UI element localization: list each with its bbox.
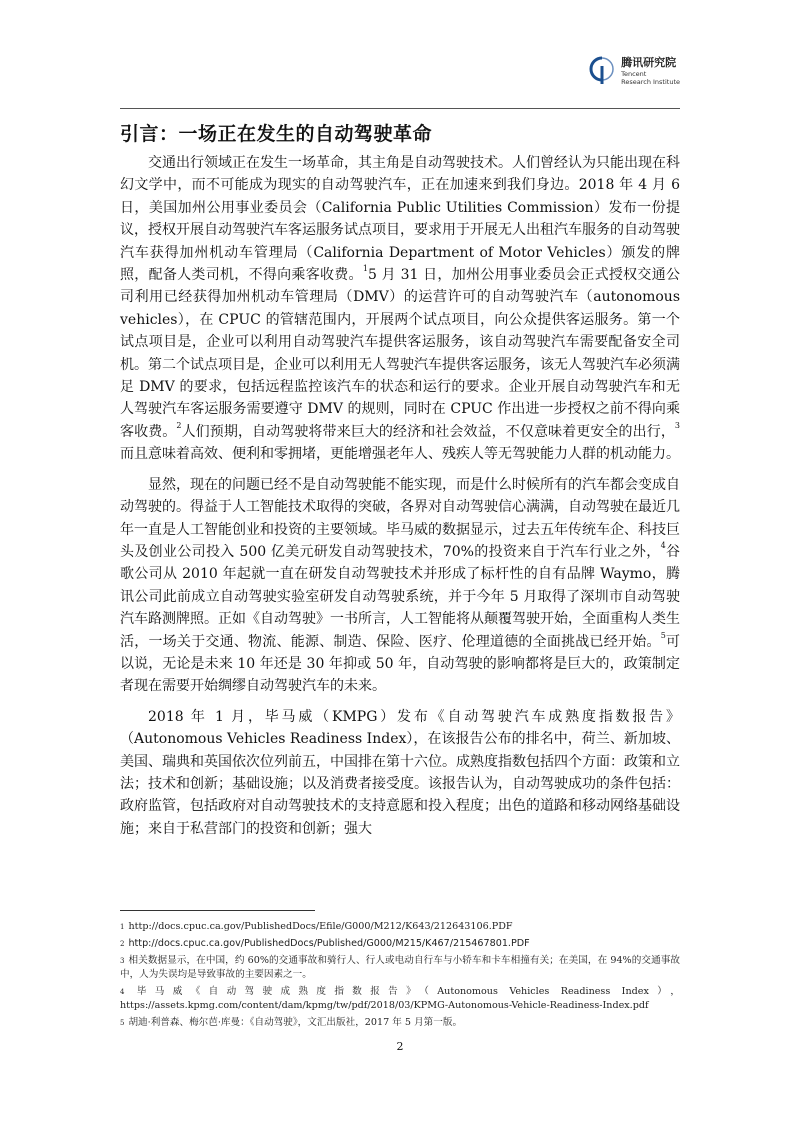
logo-chinese-name: 腾讯研究院 bbox=[621, 56, 677, 69]
paragraph-1 bbox=[120, 152, 680, 466]
footnote-ref-1: 1 bbox=[362, 264, 368, 274]
footnote-2 bbox=[120, 937, 680, 951]
footnote-4-number: 4 bbox=[120, 988, 125, 996]
paragraph-3-part-a: 2018 年 1 月，毕马威（KMPG）发布《自动驾驶汽车成熟度指数报告》（Autonomous Vehicles Readiness Index），在该报告公布的排名中，荷兰、新加坡、美国、瑞典和英国依次位列前五，中国排在第十六位。成熟度指数包括四个方面：政策和立法；技术和创新；基础设施；以及消费者接受度。该报告认为，自动驾驶成功的条件包括：政府监管，包括政府对自动驾驶技术的支持意愿和投入程度；出色的道路和移动网络基础设施；来自于私营部门的投资和创新；强大 bbox=[120, 708, 680, 837]
footnote-5-number: 5 bbox=[120, 1019, 125, 1027]
footnote-1-link[interactable]: http://docs.cpuc.ca.gov/PublishedDocs/Efile/G000/M212/K643/212643106.PDF bbox=[128, 921, 513, 932]
footnote-divider bbox=[120, 910, 315, 911]
footnote-3-number: 3 bbox=[120, 957, 125, 965]
footnote-ref-5: 5 bbox=[660, 630, 666, 640]
footnote-2-number: 2 bbox=[120, 940, 125, 948]
paragraph-2 bbox=[120, 474, 680, 698]
paragraph-1-part-d: 而且意味着高效、便利和零拥堵，更能增强老年人、残疾人等无驾驶能力人群的机动能力。 bbox=[120, 446, 680, 463]
footnote-4-text[interactable]: 毕马威《自动驾驶成熟度指数报告》（Autonomous Vehicles Readiness Index），https://assets.kpmg.com/content/dam/kpmg/tw/pdf/2018/03/KPMG-Autonomous-Vehicle-Readiness-Index.pdf bbox=[120, 986, 680, 1011]
body-text bbox=[120, 152, 680, 848]
logo-mark-icon bbox=[589, 56, 615, 86]
footnotes bbox=[120, 920, 680, 1033]
paragraph-2-part-a: 显然，现在的问题已经不是自动驾驶能不能实现，而是什么时候所有的汽车都会变成自动驾驶的。得益于人工智能技术取得的突破，各界对自动驾驶信心满满，自动驾驶在最近几年一直是人工智能创业和投资的主要领域。毕马威的数据显示，过去五年传统车企、科技巨头及创业公司投入 500 亿美元研发自动驾驶技术，70%的投资来自于汽车行业之外， bbox=[120, 476, 680, 560]
footnote-1-number: 1 bbox=[120, 923, 125, 931]
page-header bbox=[120, 50, 680, 109]
paragraph-2-part-b: 谷歌公司从 2010 年起就一直在研发自动驾驶技术并形成了标杆性的自有品牌 Waymo，腾讯公司此前成立自动驾驶实验室研发自动驾驶系统，并于今年 5 月取得了深圳市自动驾驶汽车路测牌照。正如《自动驾驶》一书所言，人工智能将从颠覆驾驶开始，全面重构人类生活，一场关于交通、物流、能源、制造、保险、医疗、伦理道德的全面挑战已经开始。 bbox=[120, 543, 681, 650]
paragraph-3 bbox=[120, 706, 680, 840]
paragraph-1-part-b: 5 月 31 日，加州公用事业委员会正式授权交通公司利用已经获得加州机动车管理局（DMV）的运营许可的自动驾驶汽车（autonomous vehicles），在 CPUC 的管辖范围内，开展两个试点项目，向公众提供客运服务。第一个试点项目是，企业可以利用自动驾驶汽车提供客运服务，该自动驾驶汽车需要配备安全司机。第二个试点项目是，企业可以利用无人驾驶汽车提供客运服务，该无人驾驶汽车必须满足 DMV 的要求，包括远程监控该汽车的状态和运行的要求。企业开展自动驾驶汽车和无人驾驶汽车客运服务需要遵守 DMV 的规则，同时在 CPUC 作出进一步授权之前不得向乘客收费。 bbox=[120, 267, 680, 440]
footnote-5 bbox=[120, 1016, 680, 1030]
footnote-ref-3: 3 bbox=[674, 420, 681, 430]
paragraph-2-part-c: 可以说，无论是未来 10 年还是 30 年抑或 50 年，自动驾驶的影响都将是巨大的，政策制定者现在需要开始绸缪自动驾驶汽车的未来。 bbox=[120, 633, 681, 695]
section-title: 引言：一场正在发生的自动驾驶革命 bbox=[120, 123, 433, 145]
tencent-research-logo bbox=[589, 56, 680, 86]
paragraph-1-part-c: 人们预期，自动驾驶将带来巨大的经济和社会效益，不仅意味着更安全的出行， bbox=[181, 423, 675, 440]
footnote-3-text: 相关数据显示，在中国，约 60%的交通事故和骑行人、行人或电动自行车与小轿车和卡车相撞有关；在美国，在 94%的交通事故中，人为失误均是导致事故的主要因素之一。 bbox=[120, 955, 680, 980]
footnote-ref-4: 4 bbox=[660, 540, 666, 550]
footnote-2-link[interactable]: http://docs.cpuc.ca.gov/PublishedDocs/Published/G000/M215/K467/215467801.PDF bbox=[128, 938, 530, 949]
page-number: 2 bbox=[396, 1040, 404, 1053]
footnote-ref-2: 2 bbox=[176, 420, 182, 430]
logo-english-line-1: Tencent bbox=[621, 70, 647, 78]
logo-english-line-2: Research Institute bbox=[621, 78, 680, 86]
footnote-5-text: 胡迪·利普森、梅尔芭·库曼：《自动驾驶》，文汇出版社，2017 年 5 月第一版。 bbox=[128, 1017, 463, 1028]
footnote-3 bbox=[120, 954, 680, 982]
paragraph-1-part-a: 交通出行领域正在发生一场革命，其主角是自动驾驶技术。人们曾经认为只能出现在科幻文学中，而不可能成为现实的自动驾驶汽车，正在加速来到我们身边。2018 年 4 月 6 日，美国加州公用事业委员会（California Public Utilities Commission）发布一份提议，授权开展自动驾驶汽车客运服务试点项目，要求用于开展无人出租汽车服务的自动驾驶汽车获得加州机动车管理局（California Department of Motor Vehicles）颁发的牌照，配备人类司机，不得向乘客收费。 bbox=[120, 155, 680, 284]
footnote-1 bbox=[120, 920, 680, 934]
footnote-4 bbox=[120, 985, 680, 1013]
